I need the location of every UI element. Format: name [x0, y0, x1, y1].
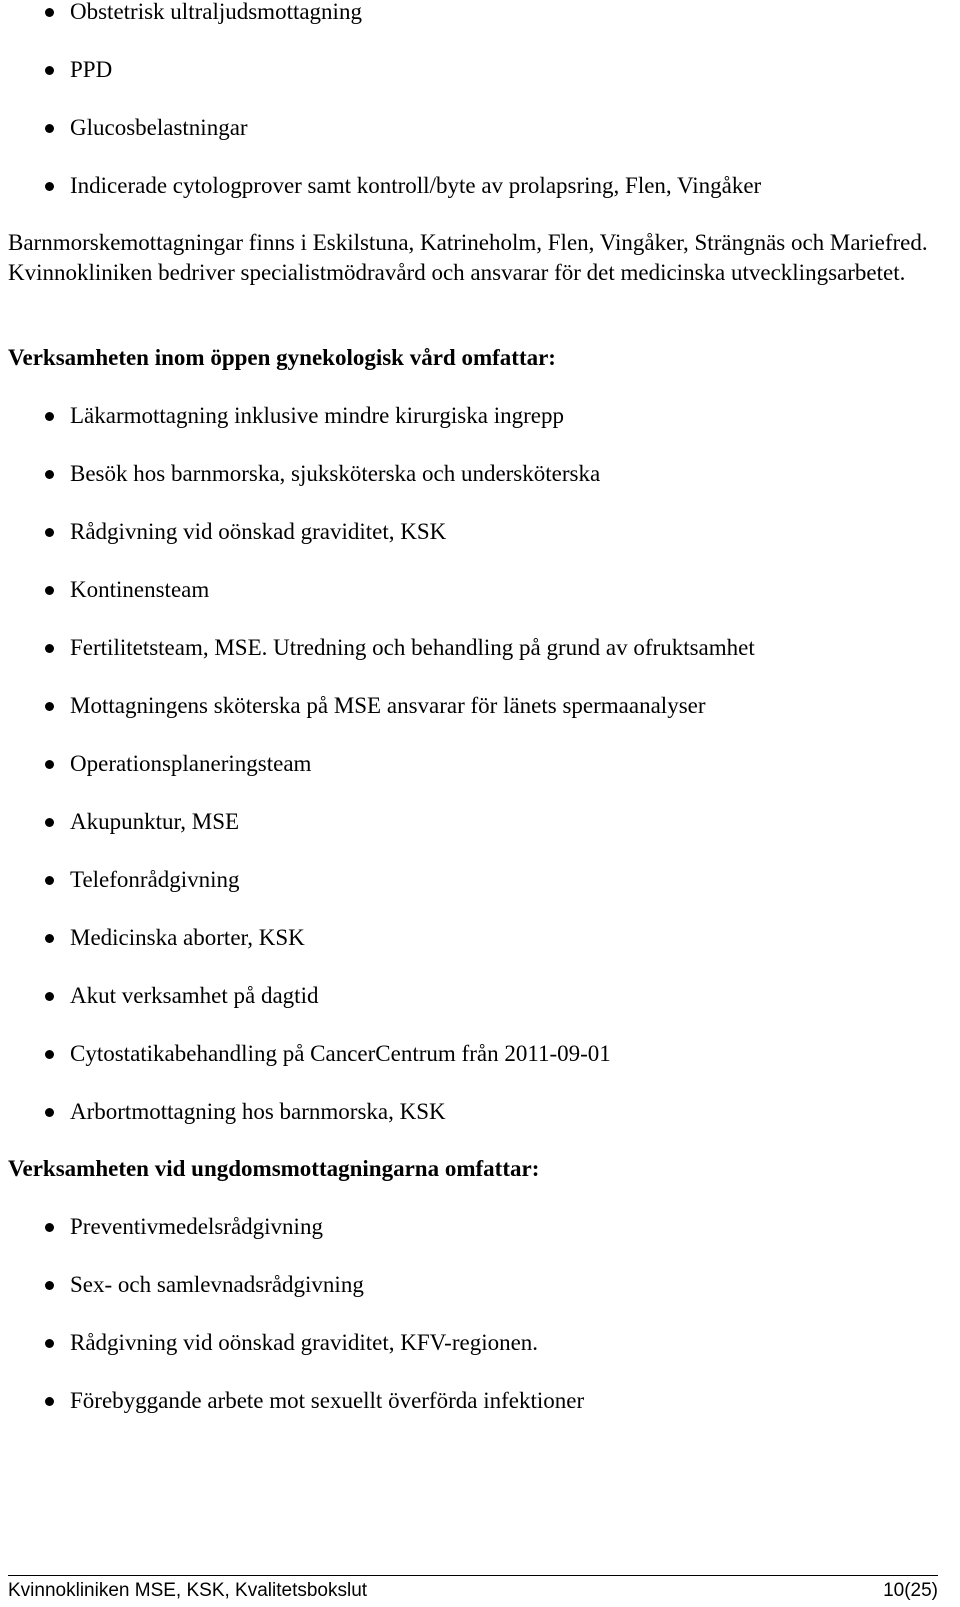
- list-item: Akut verksamhet på dagtid: [0, 980, 940, 1012]
- bullet-icon: [45, 1397, 54, 1406]
- list-item: PPD: [0, 54, 940, 86]
- bullet-icon: [45, 470, 54, 479]
- list-item: Preventivmedelsrådgivning: [0, 1211, 940, 1243]
- page-footer: [8, 1578, 938, 1604]
- bullet-icon: [45, 528, 54, 537]
- body-paragraph: Barnmorskemottagningar finns i Eskilstuna, Katrineholm, Flen, Vingåker, Strängnäs och Mariefred. Kvinnokliniken bedriver specialistmödravård och ansvarar för det medicinska utvecklingsarbetet.: [8, 230, 928, 285]
- section-heading: Verksamheten inom öppen gynekologisk vård omfattar:: [8, 345, 556, 370]
- list-item: Akupunktur, MSE: [0, 806, 940, 838]
- bullet-icon: [45, 818, 54, 827]
- bullet-icon: [45, 412, 54, 421]
- bullet-icon: [45, 1050, 54, 1059]
- list-item: Rådgivning vid oönskad graviditet, KSK: [0, 516, 940, 548]
- list-item: Läkarmottagning inklusive mindre kirurgiska ingrepp: [0, 400, 940, 432]
- bullet-icon: [45, 760, 54, 769]
- bullet-icon: [45, 1339, 54, 1348]
- list-item: Medicinska aborter, KSK: [0, 922, 940, 954]
- list-item: Sex- och samlevnadsrådgivning: [0, 1269, 940, 1301]
- list-item: Besök hos barnmorska, sjuksköterska och undersköterska: [0, 458, 940, 490]
- bullet-icon: [45, 1108, 54, 1117]
- list-item: Obstetrisk ultraljudsmottagning: [0, 0, 940, 28]
- bullet-icon: [45, 66, 54, 75]
- bullet-icon: [45, 586, 54, 595]
- list-item: Rådgivning vid oönskad graviditet, KFV-regionen.: [0, 1327, 940, 1359]
- footer-title: Kvinnokliniken MSE, KSK, Kvalitetsbokslut: [8, 1580, 368, 1601]
- list-item: Indicerade cytologprover samt kontroll/byte av prolapsring, Flen, Vingåker: [0, 170, 940, 202]
- list-item: Cytostatikabehandling på CancerCentrum från 2011-09-01: [0, 1038, 940, 1070]
- list-item: Arbortmottagning hos barnmorska, KSK: [0, 1096, 940, 1128]
- list-item: Telefonrådgivning: [0, 864, 940, 896]
- bullet-icon: [45, 876, 54, 885]
- bullet-icon: [45, 124, 54, 133]
- page-number: 10(25): [883, 1580, 938, 1601]
- footer-divider: [8, 1575, 938, 1576]
- section-heading: Verksamheten vid ungdomsmottagningarna omfattar:: [8, 1156, 540, 1181]
- list-item: Kontinensteam: [0, 574, 940, 606]
- bullet-icon: [45, 702, 54, 711]
- list-item: Mottagningens sköterska på MSE ansvarar för länets spermaanalyser: [0, 690, 940, 722]
- list-item: Förebyggande arbete mot sexuellt överförda infektioner: [0, 1385, 940, 1417]
- list-item: Fertilitetsteam, MSE. Utredning och behandling på grund av ofruktsamhet: [0, 632, 940, 664]
- list-item: Operationsplaneringsteam: [0, 748, 940, 780]
- bullet-icon: [45, 1281, 54, 1290]
- bullet-icon: [45, 182, 54, 191]
- bullet-icon: [45, 1223, 54, 1232]
- list-item: Glucosbelastningar: [0, 112, 940, 144]
- bullet-icon: [45, 644, 54, 653]
- bullet-icon: [45, 934, 54, 943]
- bullet-icon: [45, 992, 54, 1001]
- bullet-icon: [45, 8, 54, 17]
